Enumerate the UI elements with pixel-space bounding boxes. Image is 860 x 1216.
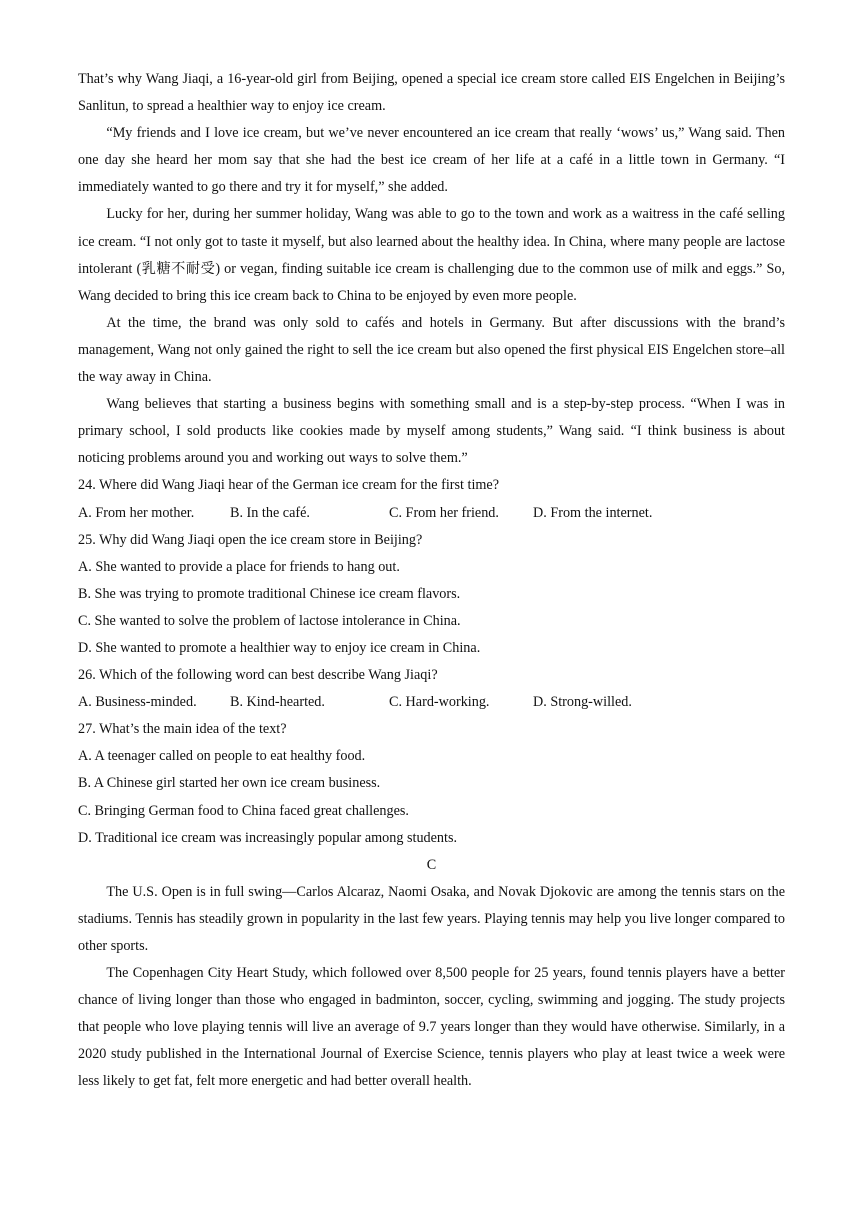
passage-b-paragraph-3: Lucky for her, during her summer holiday, Wang was able to go to the town and work as a waitress in the café selling ice cream. “I not only got to taste it myself, but also learned about the healthy idea. In China, where many people are lactose intolerant (乳糖不耐受) or vegan, finding suitable ice cream is challenging due to the common use of milk and eggs.” So, Wang decided to bring this ice cream back to China to be enjoyed by even more people. bbox=[78, 206, 785, 304]
document-page bbox=[78, 66, 785, 1096]
passage-b-paragraph-1: That’s why Wang Jiaqi, a 16-year-old girl from Beijing, opened a special ice cream store called EIS Engelchen in Beijing’s Sanlitun, to spread a healthier way to enjoy ice cream. bbox=[78, 71, 785, 115]
question-24-option-c: C. From her friend. bbox=[389, 504, 499, 521]
passage-c-paragraph-2: The Copenhagen City Heart Study, which followed over 8,500 people for 25 years, found tennis players have a better chance of living longer than those who engaged in badminton, soccer, cycling, swimming and jogging. The study projects that people who love playing tennis will live an average of 9.7 years longer than they would have otherwise. Similarly, in a 2020 study published in the International Journal of Exercise Science, tennis players who play at least twice a week were less likely to get fat, felt more energetic and had better overall health. bbox=[78, 965, 785, 1090]
question-25-stem: 25. Why did Wang Jiaqi open the ice cream store in Beijing? bbox=[78, 531, 423, 548]
question-26-stem: 26. Which of the following word can best describe Wang Jiaqi? bbox=[78, 667, 438, 684]
question-26-option-d: D. Strong-willed. bbox=[533, 694, 632, 711]
question-27-option-d: D. Traditional ice cream was increasingly popular among students. bbox=[78, 829, 458, 846]
question-24-options bbox=[78, 500, 785, 527]
passage-c-heading: C bbox=[426, 856, 437, 873]
question-27-option-c: C. Bringing German food to China faced great challenges. bbox=[78, 802, 409, 819]
question-24-option-d: D. From the internet. bbox=[533, 504, 653, 521]
question-25 bbox=[78, 527, 785, 662]
passage-b-paragraph-2: “My friends and I love ice cream, but we’ve never encountered an ice cream that really ‘wows’ us,” Wang said. Then one day she heard her mom say that she had the best ice cream of her life at a café in a little town in Germany. “I immediately wanted to go there and try it for myself,” she added. bbox=[78, 125, 785, 196]
question-27-option-a: A. A teenager called on people to eat healthy food. bbox=[78, 748, 366, 765]
question-24 bbox=[78, 472, 785, 526]
question-26-option-a: A. Business-minded. bbox=[78, 694, 197, 711]
question-24-option-a: A. From her mother. bbox=[78, 504, 195, 521]
question-25-option-a: A. She wanted to provide a place for friends to hang out. bbox=[78, 558, 400, 575]
passage-b-paragraph-4: At the time, the brand was only sold to cafés and hotels in Germany. But after discussions with the brand’s management, Wang not only gained the right to sell the ice cream but also opened the first physical EIS Engelchen store–all the way away in China. bbox=[78, 314, 785, 386]
question-24-option-b: B. In the café. bbox=[230, 504, 310, 521]
question-24-stem: 24. Where did Wang Jiaqi hear of the German ice cream for the first time? bbox=[78, 477, 500, 494]
question-26-option-c: C. Hard-working. bbox=[389, 694, 490, 711]
question-27 bbox=[78, 716, 785, 851]
question-26-options bbox=[78, 689, 785, 716]
question-26-option-b: B. Kind-hearted. bbox=[230, 694, 325, 711]
question-25-option-b: B. She was trying to promote traditional Chinese ice cream flavors. bbox=[78, 585, 461, 602]
question-25-option-d: D. She wanted to promote a healthier way to enjoy ice cream in China. bbox=[78, 639, 481, 656]
question-25-option-c: C. She wanted to solve the problem of lactose intolerance in China. bbox=[78, 612, 461, 629]
passage-b-paragraph-5: Wang believes that starting a business begins with something small and is a step-by-step process. “When I was in primary school, I sold products like cookies made by myself among students,” Wang said. “I think business is about noticing problems around you and working out ways to solve them.” bbox=[78, 396, 785, 467]
question-26 bbox=[78, 662, 785, 716]
question-27-stem: 27. What’s the main idea of the text? bbox=[78, 721, 287, 738]
question-27-option-b: B. A Chinese girl started her own ice cream business. bbox=[78, 775, 381, 792]
passage-c-paragraph-1: The U.S. Open is in full swing—Carlos Alcaraz, Naomi Osaka, and Novak Djokovic are among the tennis stars on the stadiums. Tennis has steadily grown in popularity in the last few years. Playing tennis may help you live longer compared to other sports. bbox=[78, 883, 785, 954]
